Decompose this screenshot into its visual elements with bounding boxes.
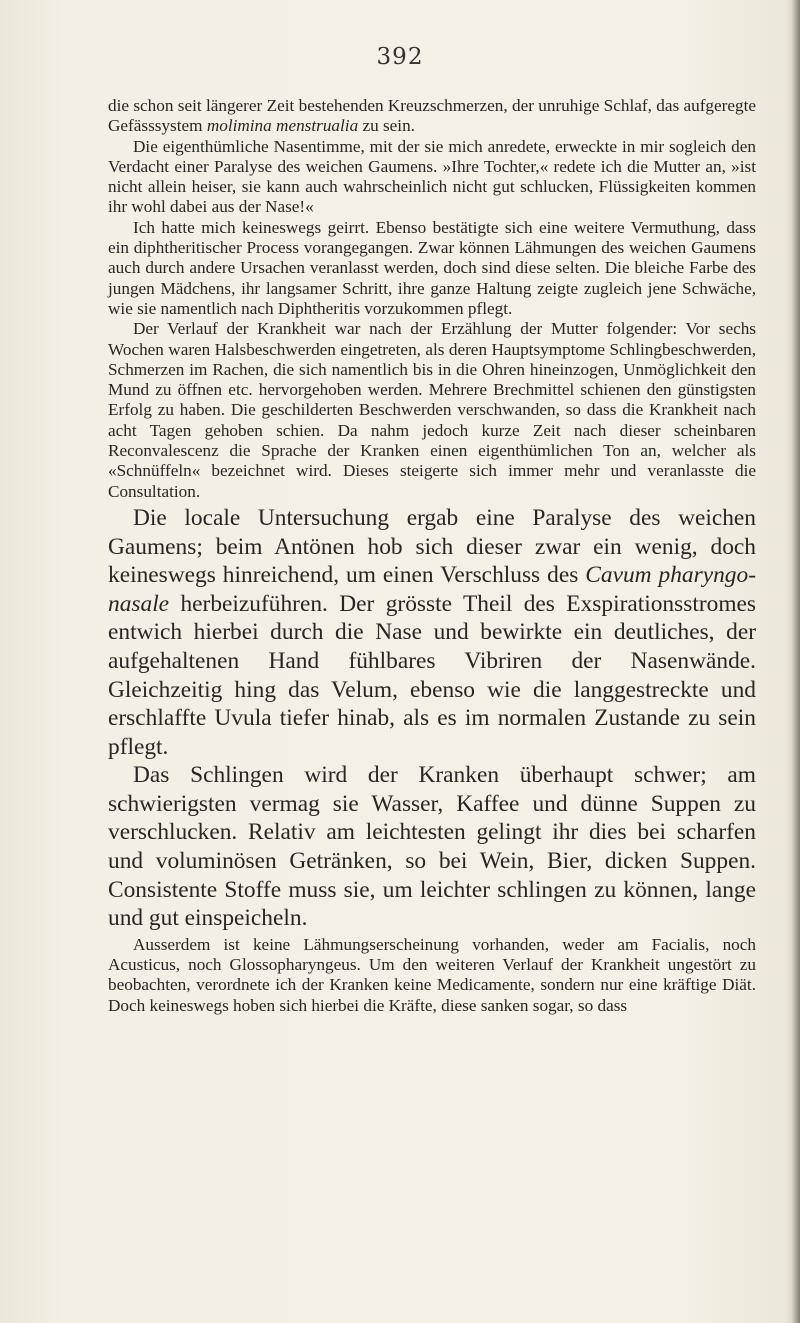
paragraph: Der Verlauf der Krankheit war nach der Erzählung der Mutter folgender: Vor sechs Wochen waren Halsbeschwerden eingetreten, als deren Hauptsymptome Schlingbeschwerden, Schmerzen im Rachen, die sich namentlich bis in die Ohren hineinzogen, Unmöglichkeit den Mund zu öffnen etc. hervorgehoben werden. Mehrere Brechmittel schienen den günstigsten Erfolg zu haben. Die geschilderten Beschwerden verschwanden, so dass die Krankheit nach acht Tagen gehoben schien. Da nahm jedoch kurze Zeit nach dieser scheinbaren Reconvalescenz die Sprache der Kranken einen eigenthümlichen Ton an, welcher als «Schnüffeln« bezeichnet wird. Dieses steigerte sich immer mehr und veranlasste die Consultation. [108, 319, 756, 501]
paragraph: Das Schlingen wird der Kranken überhaupt schwer; am schwierigsten vermag sie Wasser, Kaffee und dünne Suppen zu verschlucken. Relativ am leichtesten gelingt ihr dies bei scharfen und voluminösen Getränken, so bei Wein, Bier, dicken Suppen. Consistente Stoffe muss sie, um leichter schlingen zu können, lange und gut einspeicheln. [108, 762, 756, 932]
paragraph: Die locale Untersuchung ergab eine Paralyse des weichen Gaumens; beim Antönen hob sich dieser zwar ein wenig, doch keineswegs hinreichend, um einen Verschluss des Cavum pharyngo-nasale herbeizuführen. Der grösste Theil des Exspirationsstromes entwich hierbei durch die Nase und bewirkte ein deutliches, der aufgehaltenen Hand fühlbares Vibriren der Nasenwände. Gleichzeitig hing das Velum, ebenso wie die langgestreckte und erschlaffte Uvula tiefer hinab, als es im normalen Zustande zu sein pflegt. [108, 504, 756, 760]
latin-term: molimina menstrualia [206, 116, 359, 136]
page-edge-shadow [786, 0, 800, 1323]
large-text-block [108, 504, 756, 933]
paragraph: die schon seit längerer Zeit bestehenden Kreuzschmerzen, der unruhige Schlaf, das aufgeregte Gefässsystem molimina menstrualia zu sein. [108, 96, 756, 136]
latin-term: Cavum pharyngo-nasale [108, 562, 756, 617]
paragraph: Die eigenthümliche Nasentimme, mit der sie mich anredete, erweckte in mir sogleich den Verdacht einer Paralyse des weichen Gaumens. »Ihre Tochter,« redete ich die Mutter an, »ist nicht allein heiser, sie kann auch wahrscheinlich nicht gut schlucken, Flüssigkeiten kommen ihr wohl dabei aus der Nase!« [108, 136, 756, 217]
body-text [108, 96, 756, 1016]
small-text-block-1 [108, 96, 756, 502]
page-number: 392 [376, 44, 424, 70]
paragraph: Ich hatte mich keineswegs geirrt. Ebenso bestätigte sich eine weitere Vermuthung, dass ein diphtheritischer Process vorangegangen. Zwar können Lähmungen des weichen Gaumens auch durch andere Ursachen veranlasst werden, doch sind diese selten. Die bleiche Farbe des jungen Mädchens, ihr langsamer Schritt, ihre ganze Haltung zeigte zugleich jene Schwäche, wie sie namentlich nach Diphtheritis vorzukommen pflegt. [108, 217, 756, 318]
small-text-block-2 [108, 935, 756, 1016]
paragraph: Ausserdem ist keine Lähmungserscheinung vorhanden, weder am Facialis, noch Acusticus, noch Glossopharyngeus. Um den weiteren Verlauf der Krankheit ungestört zu beobachten, verordnete ich der Kranken keine Medicamente, sondern nur eine kräftige Diät. Doch keineswegs hoben sich hierbei die Kräfte, diese sanken sogar, so dass [108, 934, 756, 1015]
